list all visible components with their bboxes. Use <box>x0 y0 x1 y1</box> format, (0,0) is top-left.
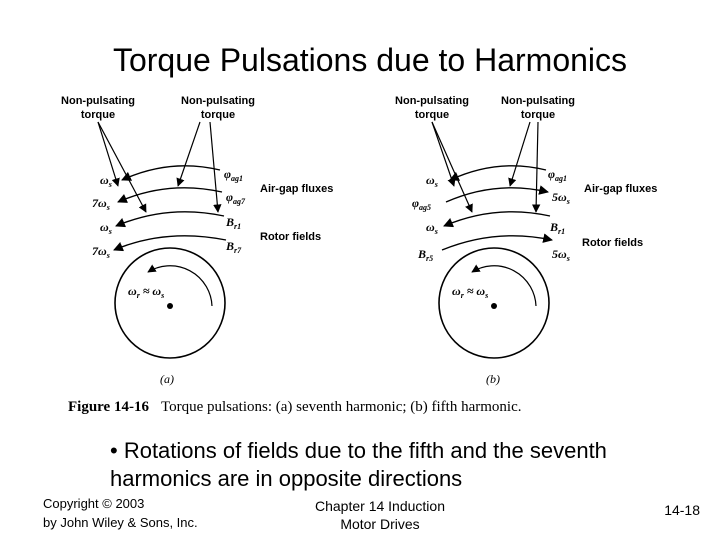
bullet-text: • Rotations of fields due to the fifth and the seventh harmonics are in opposite directions <box>110 438 607 491</box>
panel-b-pointer-1 <box>432 122 454 186</box>
panel-b-nonpulsating-1-line2: torque <box>414 109 450 121</box>
panel-b-right-sym-2: $5\omega_s$ <box>552 190 570 206</box>
panel-a-right-sym-4: $B_{r7}$ <box>226 239 242 255</box>
chapter-line-1: Chapter 14 Induction <box>315 498 445 514</box>
copyright-line-1: Copyright © 2003 <box>43 496 145 511</box>
panel-b-pointer-4 <box>536 122 538 212</box>
panel-b-right-sym-4: $5\omega_s$ <box>552 247 570 263</box>
footer-copyright <box>43 494 198 532</box>
slide-title: Torque Pulsations due to Harmonics <box>112 42 628 78</box>
panel-a-arc-3 <box>116 212 224 226</box>
figure-caption-label: Figure 14-16 <box>68 399 149 415</box>
panel-a-right-sym-2: $\varphi_{ag7}$ <box>226 190 246 206</box>
panel-a-rotor-center <box>167 303 173 309</box>
panel-a-left-sym-4: $7\omega_s$ <box>92 244 110 260</box>
panel-b-rotor-label: Rotor fields <box>582 237 644 249</box>
panel-a-nonpulsating-2-line1: Non-pulsating <box>181 95 255 107</box>
panel-b-arc-3 <box>444 212 550 226</box>
panel-a-left-sym-3: $\omega_s$ <box>100 220 112 236</box>
panel-b-nonpulsating-1-line1: Non-pulsating <box>395 95 469 107</box>
panel-b-left-sym-1: $\omega_s$ <box>426 173 438 189</box>
torque-pulsation-diagram <box>60 88 660 423</box>
panel-a-airgap-label: Air-gap fluxes <box>260 183 334 195</box>
panel-a-rotor-label: Rotor fields <box>260 231 322 243</box>
panel-b-airgap-label: Air-gap fluxes <box>584 183 658 195</box>
figure-caption-text: Torque pulsations: (a) seventh harmonic; (b) fifth harmonic. <box>160 399 522 415</box>
panel-a-right-sym-1: $\varphi_{ag1}$ <box>224 167 244 183</box>
panel-b-left-sym-4: $B_{r5}$ <box>418 247 434 263</box>
panel-b-left-sym-2: $\varphi_{ag5}$ <box>412 196 432 212</box>
panel-a-pointer-4 <box>210 122 218 212</box>
panel-b <box>395 95 657 386</box>
panel-a-arc-1 <box>122 166 220 180</box>
panel-b-nonpulsating-2-line2: torque <box>520 109 556 121</box>
panel-a-nonpulsating-2-line2: torque <box>200 109 236 121</box>
panel-a-right-sym-3: $B_{r1}$ <box>226 215 242 231</box>
panel-b-label: (b) <box>486 372 500 386</box>
panel-b-rotor-center <box>491 303 497 309</box>
panel-b-right-sym-3: $B_{r1}$ <box>550 220 566 236</box>
copyright-line-2: by John Wiley & Sons, Inc. <box>43 515 198 530</box>
panel-a-left-sym-1: $\omega_s$ <box>100 173 112 189</box>
panel-a-rotor-speed: $\omega_r \approx \omega_s$ <box>128 284 165 300</box>
panel-a-left-sym-2: $7\omega_s$ <box>92 196 110 212</box>
footer-chapter <box>300 497 460 533</box>
page-number: 14-18 <box>664 502 700 518</box>
panel-b-pointer-3 <box>510 122 530 186</box>
panel-b-rotor-speed: $\omega_r \approx \omega_s$ <box>452 284 489 300</box>
panel-b-right-sym-1: $\varphi_{ag1}$ <box>548 167 568 183</box>
figure-14-16 <box>60 88 660 423</box>
panel-b-nonpulsating-2-line1: Non-pulsating <box>501 95 575 107</box>
panel-b-left-sym-3: $\omega_s$ <box>426 220 438 236</box>
figure-caption <box>68 399 521 416</box>
panel-b-pointer-2 <box>432 122 472 212</box>
panel-a-nonpulsating-1-line2: torque <box>80 109 116 121</box>
panel-b-arc-1 <box>450 166 546 180</box>
panel-a-nonpulsating-1-line1: Non-pulsating <box>61 95 135 107</box>
panel-b-arc-2 <box>446 188 548 202</box>
chapter-line-2: Motor Drives <box>340 516 420 532</box>
panel-a-label: (a) <box>160 372 174 386</box>
panel-a <box>61 95 333 386</box>
panel-a-pointer-3 <box>178 122 200 186</box>
